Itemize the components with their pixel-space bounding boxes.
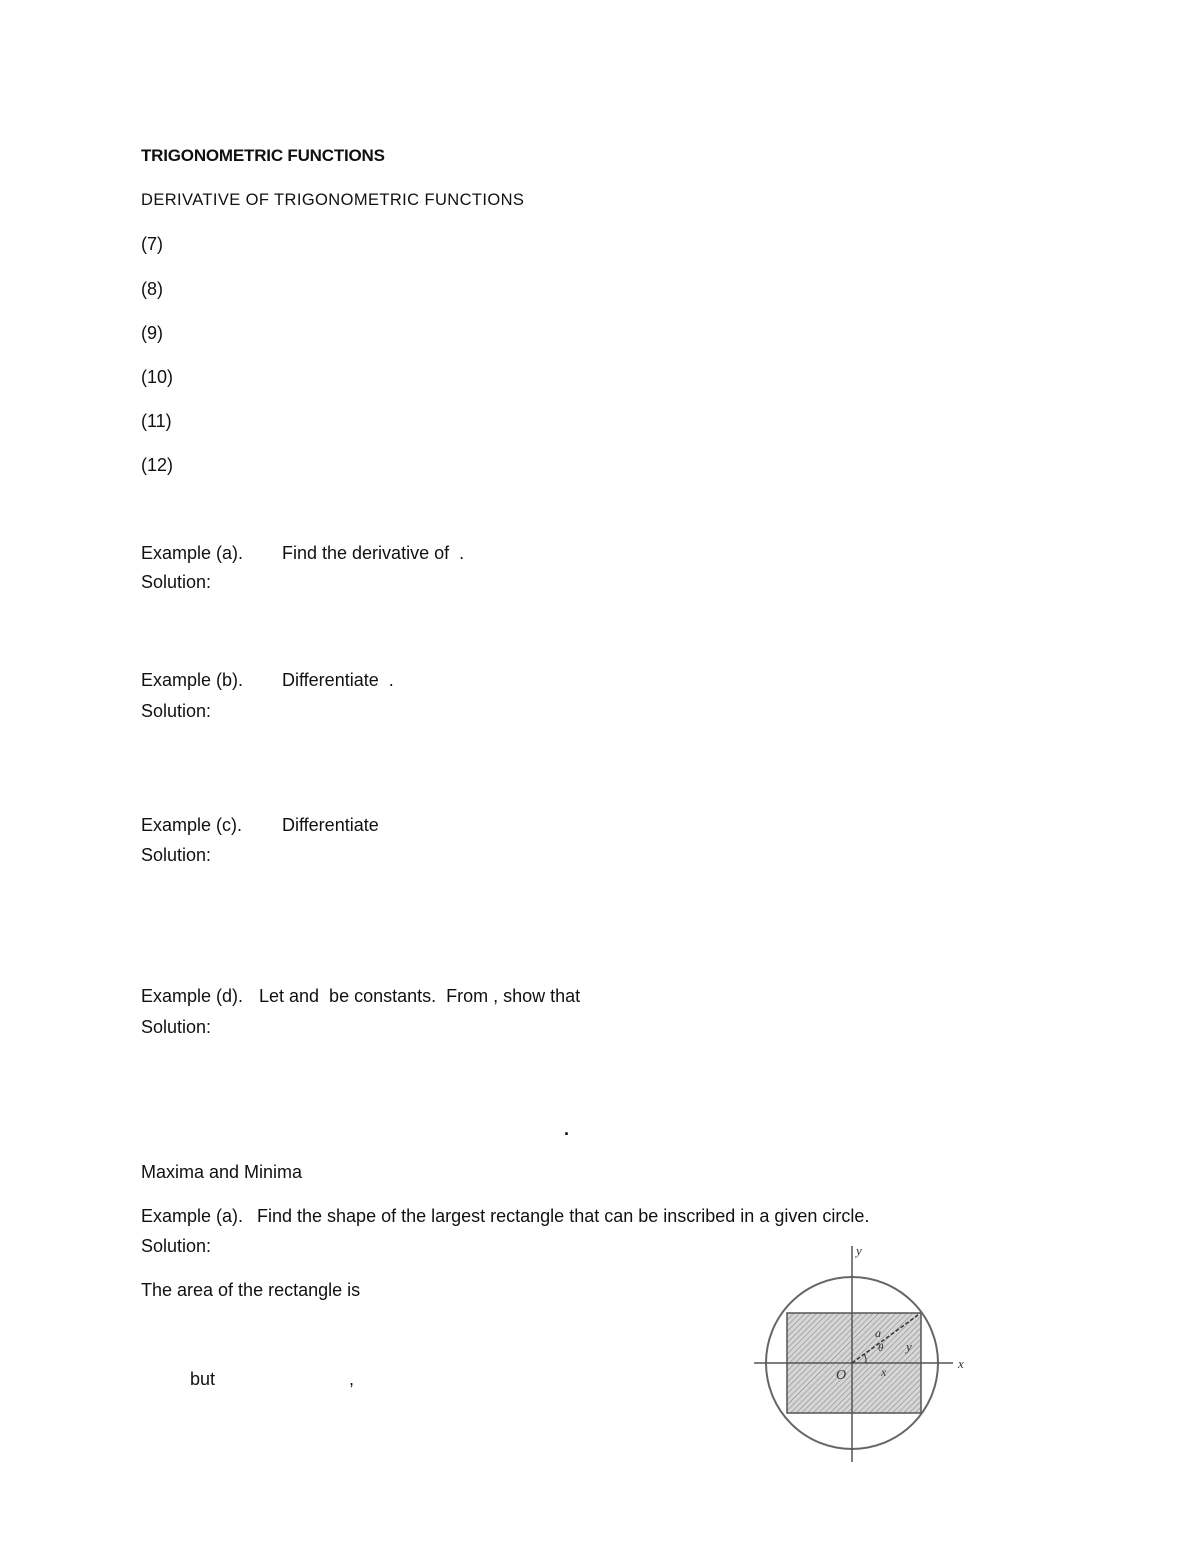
section-subtitle: DERIVATIVE OF TRIGONOMETRIC FUNCTIONS <box>141 191 525 209</box>
solution-label: Solution: <box>141 572 212 592</box>
stray-period: . <box>564 1119 570 1139</box>
example-label: Example (c). <box>141 815 243 835</box>
origin-label: O <box>836 1368 847 1383</box>
document-title: TRIGONOMETRIC FUNCTIONS <box>141 146 385 165</box>
example-label: Example (d). <box>141 986 244 1006</box>
side-x-label: x <box>881 1365 887 1379</box>
formula-number: (11) <box>141 411 172 431</box>
example-text: Differentiate <box>282 815 379 835</box>
solution-label: Solution: <box>141 701 212 721</box>
y-axis-label: y <box>856 1243 862 1258</box>
angle-label: θ <box>878 1342 884 1354</box>
example-text: Differentiate . <box>282 670 394 690</box>
solution-label: Solution: <box>141 845 212 865</box>
inscribed-rectangle-figure <box>748 1240 983 1468</box>
formula-number: (9) <box>141 323 163 343</box>
formula-number: (8) <box>141 279 163 299</box>
x-axis-label: x <box>958 1356 964 1371</box>
example-label: Example (b). <box>141 670 244 690</box>
section-heading: Maxima and Minima <box>141 1162 303 1182</box>
comma-text: , <box>349 1369 355 1389</box>
side-y-label: y <box>906 1339 912 1354</box>
formula-number: (12) <box>141 455 174 475</box>
example-label: Example (a). <box>141 543 244 563</box>
solution-label: Solution: <box>141 1236 212 1256</box>
formula-number: (10) <box>141 367 174 387</box>
but-text: but <box>190 1369 216 1389</box>
example-text: Find the shape of the largest rectangle that can be inscribed in a given circle. <box>257 1206 870 1226</box>
example-text: Find the derivative of . <box>282 543 465 563</box>
example-label: Example (a). <box>141 1206 244 1226</box>
formula-number: (7) <box>141 234 163 254</box>
example-text: Let and be constants. From , show that <box>259 986 581 1006</box>
radius-label: a <box>875 1326 881 1340</box>
solution-label: Solution: <box>141 1017 212 1037</box>
area-text: The area of the rectangle is <box>141 1280 361 1300</box>
